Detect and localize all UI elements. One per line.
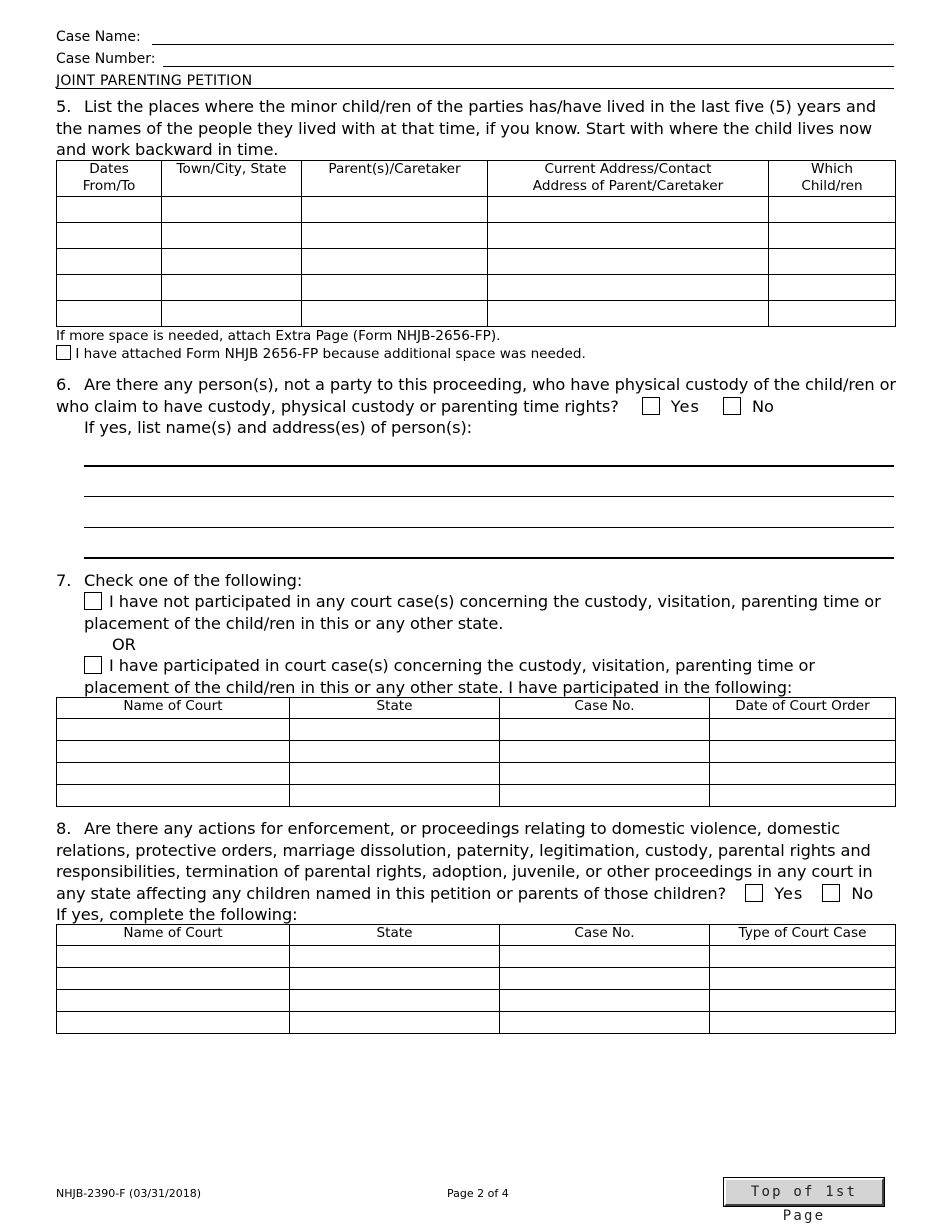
table-cell[interactable] [302, 249, 488, 275]
table-row [57, 197, 896, 223]
q6-no-label: No [752, 396, 774, 416]
table-cell[interactable] [162, 301, 302, 327]
table-cell[interactable] [488, 275, 769, 301]
q6-number: 6. [56, 375, 72, 394]
col-name-of-court-label: Name of Court [123, 925, 223, 941]
table-cell[interactable] [162, 249, 302, 275]
table-cell[interactable] [290, 763, 500, 785]
table-row [57, 223, 896, 249]
table-row [57, 1012, 896, 1034]
col-case-no-label: Case No. [574, 925, 635, 941]
table-row [57, 946, 896, 968]
table-row [57, 990, 896, 1012]
table-cell[interactable] [290, 1012, 500, 1034]
table-cell[interactable] [710, 785, 896, 807]
table-cell[interactable] [57, 275, 162, 301]
other-proceedings-table-header [57, 925, 896, 946]
attached-form-label: I have attached Form NHJB 2656-FP because additional space was needed. [75, 346, 586, 362]
residence-table-header [57, 161, 896, 197]
col-state-label: State [376, 698, 413, 714]
table-cell[interactable] [500, 719, 710, 741]
table-cell[interactable] [57, 249, 162, 275]
q6-text-body: Are there any person(s), not a party to this proceeding, who have physical custody of the child/ren or who claim to have custody, physical custody or parenting time rights? [56, 375, 896, 416]
col-address-label: Current Address/Contact Address of Parent/Caretaker [532, 161, 724, 194]
q8-text [56, 818, 901, 904]
table-cell[interactable] [302, 275, 488, 301]
table-cell[interactable] [710, 741, 896, 763]
col-name-of-court [57, 925, 290, 946]
col-parent [302, 161, 488, 197]
table-cell[interactable] [769, 249, 896, 275]
table-cell[interactable] [162, 197, 302, 223]
table-cell[interactable] [488, 197, 769, 223]
q6-yes-checkbox[interactable] [642, 397, 660, 415]
attached-form-checkbox[interactable] [56, 345, 71, 360]
col-name-of-court [57, 698, 290, 719]
table-cell[interactable] [290, 785, 500, 807]
table-cell[interactable] [500, 968, 710, 990]
col-case-no-label: Case No. [574, 698, 635, 714]
table-cell[interactable] [290, 968, 500, 990]
col-dates [57, 161, 162, 197]
table-cell[interactable] [500, 785, 710, 807]
col-case-no [500, 925, 710, 946]
q7-not-participated-label: I have not participated in any court case(s) concerning the custody, visitation, parenting time or placement of the child/ren in this or any other state. [84, 592, 881, 633]
q8-if-yes: If yes, complete the following: [56, 905, 298, 924]
q6-no-checkbox[interactable] [723, 397, 741, 415]
table-cell[interactable] [57, 990, 290, 1012]
case-name-label: Case Name: [56, 29, 141, 45]
table-cell[interactable] [769, 275, 896, 301]
table-cell[interactable] [302, 223, 488, 249]
case-number-label: Case Number: [56, 51, 156, 67]
form-title: JOINT PARENTING PETITION [56, 73, 253, 89]
table-cell[interactable] [769, 197, 896, 223]
case-name-line[interactable] [152, 44, 894, 45]
table-cell[interactable] [710, 1012, 896, 1034]
q7-text: Check one of the following: [84, 571, 303, 590]
col-state [290, 698, 500, 719]
col-which-child [769, 161, 896, 197]
col-case-no [500, 698, 710, 719]
col-dates-label: Dates From/To [82, 161, 136, 194]
table-cell[interactable] [57, 763, 290, 785]
q5-text-body: List the places where the minor child/ren of the parties has/have lived in the last five (5) years and the names of the people they lived with at that time, if you know. Start with where the child lives now and work backward in time. [56, 97, 877, 159]
q6-yes-label: Yes [670, 396, 700, 416]
form-id: NHJB-2390-F (03/31/2018) [56, 1187, 202, 1200]
q6-answer-line-2[interactable] [84, 496, 894, 497]
q8-number: 8. [56, 819, 72, 838]
q7-number: 7. [56, 571, 72, 590]
table-cell[interactable] [290, 946, 500, 968]
table-row [57, 719, 896, 741]
table-row [57, 301, 896, 327]
table-cell[interactable] [710, 990, 896, 1012]
table-cell[interactable] [710, 763, 896, 785]
court-cases-table-header [57, 698, 896, 719]
table-cell[interactable] [57, 301, 162, 327]
q5-number: 5. [56, 97, 72, 116]
other-proceedings-table [56, 924, 896, 1034]
table-cell[interactable] [500, 946, 710, 968]
table-cell[interactable] [162, 223, 302, 249]
col-which-child-label: Which Child/ren [801, 161, 863, 194]
col-state-label: State [376, 925, 413, 941]
q7-have-participated-label: I have participated in court case(s) concerning the custody, visitation, parenting time or placement of the child/ren in this or any other state. I have participated in the following: [84, 656, 815, 697]
table-cell[interactable] [57, 719, 290, 741]
col-name-of-court-label: Name of Court [123, 698, 223, 714]
table-cell[interactable] [500, 763, 710, 785]
residence-table [56, 160, 896, 327]
col-parent-label: Parent(s)/Caretaker [328, 161, 461, 177]
table-cell[interactable] [57, 1012, 290, 1034]
form-title-line [56, 88, 894, 89]
table-cell[interactable] [500, 1012, 710, 1034]
table-cell[interactable] [710, 719, 896, 741]
table-row [57, 968, 896, 990]
more-space-note: If more space is needed, attach Extra Page (Form NHJB-2656-FP). [56, 328, 501, 344]
q8-no-label: No [851, 883, 874, 903]
table-cell[interactable] [769, 223, 896, 249]
q6-answer-line-4[interactable] [84, 557, 894, 559]
q6-answer-line-1[interactable] [84, 465, 894, 467]
table-cell[interactable] [290, 719, 500, 741]
q7-not-participated-checkbox[interactable] [84, 592, 102, 610]
col-address [488, 161, 769, 197]
table-cell[interactable] [769, 301, 896, 327]
col-date-of-order [710, 698, 896, 719]
q6-answer-line-3[interactable] [84, 527, 894, 528]
table-cell[interactable] [500, 990, 710, 1012]
table-cell[interactable] [162, 275, 302, 301]
q6-if-yes: If yes, list name(s) and address(es) of person(s): [84, 418, 473, 437]
col-type-of-case-label: Type of Court Case [738, 925, 867, 941]
col-type-of-case [710, 925, 896, 946]
q8-no-checkbox[interactable] [822, 884, 840, 902]
table-cell[interactable] [57, 741, 290, 763]
table-cell[interactable] [57, 946, 290, 968]
q8-yes-checkbox[interactable] [745, 884, 763, 902]
table-row [57, 763, 896, 785]
court-cases-table [56, 697, 896, 807]
table-cell[interactable] [290, 741, 500, 763]
top-of-first-page-button[interactable]: Top of 1st Page [724, 1178, 884, 1206]
q5-text [56, 96, 896, 161]
col-date-of-order-label: Date of Court Order [735, 698, 870, 714]
table-cell[interactable] [302, 301, 488, 327]
table-cell[interactable] [488, 223, 769, 249]
page-number: Page 2 of 4 [447, 1187, 509, 1200]
q7-or: OR [112, 635, 136, 654]
table-row [57, 741, 896, 763]
q8-yes-label: Yes [774, 883, 804, 903]
table-cell[interactable] [57, 223, 162, 249]
q7-option-have [84, 655, 896, 698]
table-cell[interactable] [488, 301, 769, 327]
table-row [57, 275, 896, 301]
q7-have-participated-checkbox[interactable] [84, 656, 102, 674]
col-town [162, 161, 302, 197]
table-cell[interactable] [710, 968, 896, 990]
col-town-label: Town/City, State [176, 161, 287, 177]
col-state [290, 925, 500, 946]
table-cell[interactable] [290, 990, 500, 1012]
table-cell[interactable] [302, 197, 488, 223]
table-row [57, 249, 896, 275]
table-cell[interactable] [500, 741, 710, 763]
table-cell[interactable] [57, 968, 290, 990]
table-cell[interactable] [710, 946, 896, 968]
case-number-line[interactable] [163, 66, 894, 67]
q7-option-not [84, 591, 896, 634]
attached-form-row [56, 345, 586, 362]
table-cell[interactable] [488, 249, 769, 275]
table-row [57, 785, 896, 807]
table-cell[interactable] [57, 197, 162, 223]
q6-text [56, 374, 896, 417]
table-cell[interactable] [57, 785, 290, 807]
q8-text-body: Are there any actions for enforcement, or proceedings relating to domestic violence, domestic relations, protective orders, marriage dissolution, paternity, legitimation, custody, parental rights and responsibilities, termination of parental rights, adoption, juvenile, or other proceedings in any court in any state affecting any children named in this petition or parents of those children? [56, 819, 873, 903]
